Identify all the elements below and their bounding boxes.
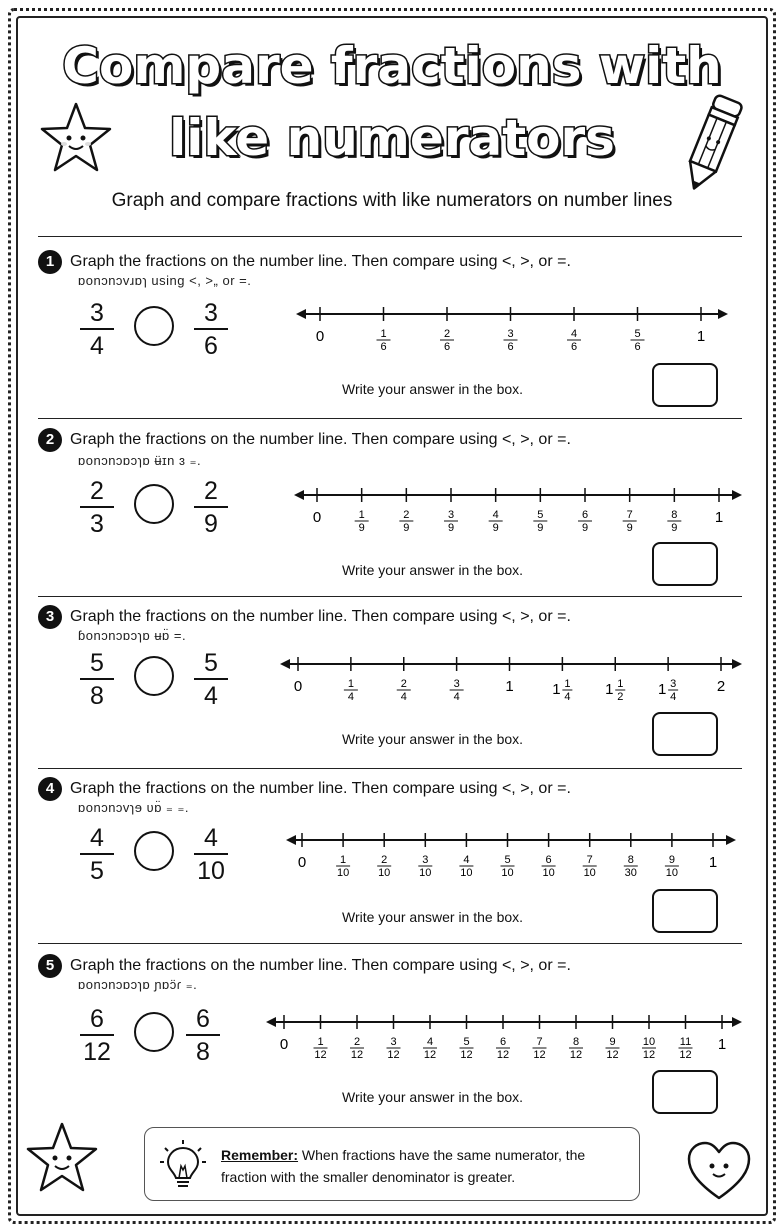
section-divider — [38, 943, 742, 944]
tick-label — [313, 509, 321, 526]
pencil-icon — [680, 92, 744, 196]
answer-instruction: Write your answer in the box. — [342, 1089, 524, 1105]
tick-numerator: 2 — [443, 328, 451, 340]
tick-label — [355, 509, 369, 534]
arrow-left-icon — [266, 1017, 276, 1027]
fraction-numerator: 3 — [204, 299, 218, 327]
tick-numerator: 8 — [627, 854, 634, 866]
tick-denominator: 6 — [634, 341, 641, 353]
tick-numerator: 6 — [499, 1036, 507, 1048]
tick-numerator: 7 — [586, 854, 593, 866]
tick-denominator: 9 — [671, 522, 678, 534]
tick-label — [397, 678, 411, 703]
tick-whole: 1 — [714, 509, 724, 526]
fraction-numerator: 2 — [90, 477, 104, 505]
tick-numerator: 5 — [537, 509, 544, 521]
tick-label — [642, 1036, 656, 1061]
tick-denominator: 10 — [542, 867, 555, 879]
fraction-denominator: 3 — [90, 510, 104, 538]
tick-numerator: 6 — [581, 509, 589, 521]
tick-label — [294, 678, 302, 695]
tick-numerator: 1 — [380, 328, 387, 340]
tick-denominator: 12 — [350, 1049, 364, 1061]
tick-numerator: 3 — [453, 678, 460, 690]
fraction-numerator: 2 — [204, 477, 218, 505]
tick-numerator: 1 — [564, 678, 571, 690]
remember-callout — [144, 1127, 640, 1201]
tick-label — [280, 1036, 288, 1053]
remember-text — [221, 1144, 633, 1188]
question-header — [38, 605, 571, 629]
fraction-denominator: 12 — [83, 1038, 111, 1066]
fraction-denominator: 4 — [204, 682, 218, 710]
fraction-denominator: 5 — [90, 857, 104, 885]
tick-numerator: 2 — [400, 678, 407, 690]
remember-body: When fractions have the same numerator, the fraction with the smaller denominator is greater. — [221, 1147, 586, 1185]
tick-denominator: 4 — [400, 691, 407, 703]
tick-numerator: 1 — [358, 509, 365, 521]
tick-numerator: 2 — [353, 1036, 361, 1048]
tick-label — [717, 678, 725, 695]
tick-label — [450, 678, 464, 703]
tick-denominator: 9 — [447, 522, 455, 534]
tick-numerator: 11 — [679, 1036, 692, 1048]
tick-numerator: 7 — [536, 1036, 543, 1048]
question-header — [38, 428, 571, 452]
tick-denominator: 9 — [537, 522, 544, 534]
answer-instruction: Write your answer in the box. — [342, 909, 524, 925]
fraction-denominator: 9 — [204, 510, 218, 538]
tick-label — [423, 1036, 437, 1061]
question-number-badge: 3 — [38, 605, 62, 629]
tick-label — [718, 1036, 726, 1053]
tick-whole: 0 — [279, 1036, 289, 1053]
number-line[interactable] — [0, 300, 784, 360]
fraction-numerator: 3 — [90, 299, 104, 327]
tick-label — [679, 1036, 693, 1061]
tick-denominator: 12 — [569, 1049, 583, 1061]
tick-numerator: 6 — [545, 854, 552, 866]
number-line[interactable] — [0, 481, 784, 541]
tick-label — [533, 509, 547, 534]
section-divider — [38, 596, 742, 597]
arrow-right-icon — [718, 309, 728, 319]
tick-label — [489, 509, 503, 534]
tick-label — [504, 328, 518, 353]
tick-denominator: 10 — [460, 867, 473, 879]
tick-denominator: 9 — [358, 522, 365, 534]
tick-denominator: 12 — [387, 1049, 400, 1061]
arrow-right-icon — [726, 835, 736, 845]
tick-whole: 0 — [297, 854, 307, 871]
tick-denominator: 2 — [617, 691, 624, 703]
fraction-numerator: 6 — [90, 1005, 104, 1033]
tick-denominator: 12 — [642, 1049, 656, 1061]
tick-whole: 1 — [717, 1036, 727, 1053]
question-header — [38, 250, 571, 274]
tick-label — [606, 1036, 620, 1061]
tick-denominator: 12 — [496, 1049, 510, 1061]
tick-label — [440, 328, 454, 353]
tick-denominator: 10 — [501, 867, 514, 879]
tick-denominator: 9 — [492, 522, 499, 534]
question-header — [38, 954, 571, 978]
tick-denominator: 12 — [679, 1049, 692, 1061]
tick-numerator: 2 — [403, 509, 410, 521]
arrow-left-icon — [294, 490, 304, 500]
tick-whole: 1 — [708, 854, 718, 871]
tick-label — [533, 1036, 547, 1061]
question-prompt: Graph the fractions on the number line. Then compare using <, >, or =. — [70, 957, 571, 974]
tick-numerator: 3 — [670, 678, 677, 690]
tick-whole: 1 — [657, 681, 667, 698]
arrow-right-icon — [732, 659, 742, 669]
question-faint-text: ɓonɔnɔɒɔɿɒ ʉɒ̈ =. — [78, 628, 187, 643]
tick-denominator: 6 — [380, 341, 387, 353]
fraction-denominator: 8 — [196, 1038, 210, 1066]
tick-denominator: 4 — [670, 691, 677, 703]
tick-label — [569, 1036, 583, 1061]
fraction-denominator: 10 — [197, 857, 225, 885]
tick-numerator: 1 — [317, 1036, 324, 1048]
tick-label — [505, 678, 513, 695]
fraction-denominator: 8 — [90, 682, 104, 710]
fraction-numerator: 5 — [90, 649, 104, 677]
tick-numerator: 5 — [463, 1036, 470, 1048]
tick-whole: 1 — [696, 328, 706, 345]
section-divider — [38, 236, 742, 237]
answer-box[interactable] — [652, 889, 718, 933]
tick-label — [667, 509, 681, 534]
tick-label — [350, 1036, 364, 1061]
tick-label — [578, 509, 592, 534]
heart-icon — [686, 1140, 752, 1202]
page-subtitle: Graph and compare fractions with like numerators on number lines — [111, 190, 673, 211]
tick-label — [715, 509, 723, 526]
answer-instruction: Write your answer in the box. — [342, 381, 524, 397]
tick-numerator: 4 — [492, 509, 499, 521]
tick-numerator: 4 — [426, 1036, 434, 1048]
tick-label — [583, 854, 597, 879]
tick-numerator: 8 — [671, 509, 678, 521]
tick-numerator: 9 — [668, 854, 675, 866]
tick-whole: 2 — [716, 678, 726, 695]
tick-label — [624, 854, 638, 879]
tick-numerator: 1 — [340, 854, 347, 866]
tick-denominator: 30 — [624, 867, 637, 879]
tick-label — [496, 1036, 510, 1061]
lightbulb-icon — [159, 1138, 207, 1192]
question-faint-text: ɒonɔnɔvɹɒɿ using <, >„ or =. — [78, 273, 252, 288]
tick-label — [552, 678, 572, 703]
question-prompt: Graph the fractions on the number line. Then compare using <, >, or =. — [70, 780, 571, 797]
tick-label — [542, 854, 556, 879]
tick-numerator: 3 — [390, 1036, 397, 1048]
tick-label — [658, 678, 678, 703]
question-prompt: Graph the fractions on the number line. Then compare using <, >, or =. — [70, 431, 571, 448]
tick-label — [697, 328, 705, 345]
tick-label — [336, 854, 350, 879]
tick-numerator: 5 — [634, 328, 641, 340]
question-number-badge: 2 — [38, 428, 62, 452]
remember-label: Remember: — [221, 1147, 299, 1163]
arrow-right-icon — [732, 1017, 742, 1027]
question-faint-text: ɒonɔnɔvɿɘ ʋɒ̈ ₌ ₌. — [78, 800, 189, 815]
section-divider — [38, 418, 742, 419]
tick-label — [501, 854, 515, 879]
fraction-numerator: 4 — [204, 824, 218, 852]
tick-label — [459, 854, 473, 879]
tick-denominator: 10 — [665, 867, 679, 879]
tick-whole: 0 — [315, 328, 325, 345]
tick-denominator: 6 — [443, 341, 451, 353]
tick-numerator: 3 — [507, 328, 514, 340]
tick-denominator: 12 — [423, 1049, 437, 1061]
tick-label — [623, 509, 637, 534]
question-number-badge: 1 — [38, 250, 62, 274]
tick-whole: 0 — [293, 678, 303, 695]
tick-denominator: 9 — [403, 522, 410, 534]
tick-label — [344, 678, 358, 703]
tick-denominator: 10 — [583, 867, 596, 879]
page-title-line-2: like numerators — [169, 109, 615, 167]
tick-label — [605, 678, 625, 703]
question-faint-text: ɒonɔnɔɒɔɿɒ ʉ̈ɪn ɜ ₌. — [78, 453, 202, 468]
answer-box[interactable] — [652, 363, 718, 407]
tick-label — [709, 854, 717, 871]
tick-label — [567, 328, 581, 353]
question-faint-text: ɒonɔnɔɒɔɿɒ ɲɒɔ̈ɾ ₌. — [78, 977, 198, 992]
tick-denominator: 12 — [606, 1049, 619, 1061]
tick-denominator: 4 — [564, 691, 571, 703]
arrow-left-icon — [296, 309, 306, 319]
tick-numerator: 5 — [504, 854, 511, 866]
tick-numerator: 7 — [626, 509, 633, 521]
tick-label — [298, 854, 306, 871]
tick-denominator: 12 — [533, 1049, 546, 1061]
tick-whole: 1 — [552, 681, 561, 698]
arrow-left-icon — [280, 659, 290, 669]
answer-box[interactable] — [652, 1070, 718, 1114]
tick-numerator: 9 — [609, 1036, 616, 1048]
tick-label — [314, 1036, 328, 1061]
star-icon — [24, 1120, 100, 1196]
number-line[interactable] — [0, 826, 784, 886]
star-icon — [38, 100, 114, 176]
question-prompt: Graph the fractions on the number line. Then compare using <, >, or =. — [70, 608, 571, 625]
tick-label — [418, 854, 432, 879]
fraction-denominator: 6 — [204, 332, 218, 360]
tick-denominator: 9 — [626, 522, 633, 534]
section-divider — [38, 768, 742, 769]
tick-whole: 1 — [605, 681, 614, 698]
tick-label — [387, 1036, 401, 1061]
tick-denominator: 4 — [347, 691, 354, 703]
tick-label — [631, 328, 645, 353]
tick-whole: 0 — [312, 509, 322, 526]
question-prompt: Graph the fractions on the number line. Then compare using <, >, or =. — [70, 253, 571, 270]
tick-whole: 1 — [505, 678, 514, 695]
number-line[interactable] — [0, 650, 784, 710]
number-line[interactable] — [0, 1008, 784, 1068]
tick-numerator: 1 — [617, 678, 624, 690]
tick-denominator: 10 — [378, 867, 391, 879]
question-header — [38, 777, 571, 801]
tick-numerator: 8 — [572, 1036, 580, 1048]
tick-denominator: 12 — [314, 1049, 327, 1061]
arrow-left-icon — [286, 835, 296, 845]
tick-label — [665, 854, 679, 879]
arrow-right-icon — [732, 490, 742, 500]
tick-denominator: 12 — [460, 1049, 473, 1061]
tick-label — [316, 328, 324, 345]
tick-numerator: 10 — [642, 1036, 656, 1048]
fraction-denominator: 4 — [90, 332, 104, 360]
answer-instruction: Write your answer in the box. — [342, 731, 524, 747]
answer-instruction: Write your answer in the box. — [342, 562, 524, 578]
tick-label — [460, 1036, 474, 1061]
fraction-numerator: 6 — [196, 1005, 210, 1033]
tick-numerator: 1 — [347, 678, 354, 690]
tick-numerator: 2 — [381, 854, 388, 866]
answer-box[interactable] — [652, 712, 718, 756]
tick-label — [444, 509, 458, 534]
tick-denominator: 6 — [570, 341, 578, 353]
fraction-numerator: 4 — [90, 824, 104, 852]
page-title-line-1: Compare fractions with — [62, 37, 722, 95]
answer-box[interactable] — [652, 542, 718, 586]
tick-label — [377, 854, 391, 879]
tick-numerator: 3 — [422, 854, 429, 866]
tick-numerator: 4 — [463, 854, 470, 866]
tick-label — [399, 509, 413, 534]
tick-numerator: 4 — [570, 328, 578, 340]
tick-denominator: 10 — [336, 867, 350, 879]
tick-denominator: 4 — [453, 691, 460, 703]
tick-label — [377, 328, 391, 353]
tick-denominator: 6 — [507, 341, 514, 353]
tick-numerator: 3 — [447, 509, 455, 521]
fraction-numerator: 5 — [204, 649, 218, 677]
question-number-badge: 5 — [38, 954, 62, 978]
question-number-badge: 4 — [38, 777, 62, 801]
tick-denominator: 10 — [419, 867, 432, 879]
tick-denominator: 9 — [581, 522, 589, 534]
